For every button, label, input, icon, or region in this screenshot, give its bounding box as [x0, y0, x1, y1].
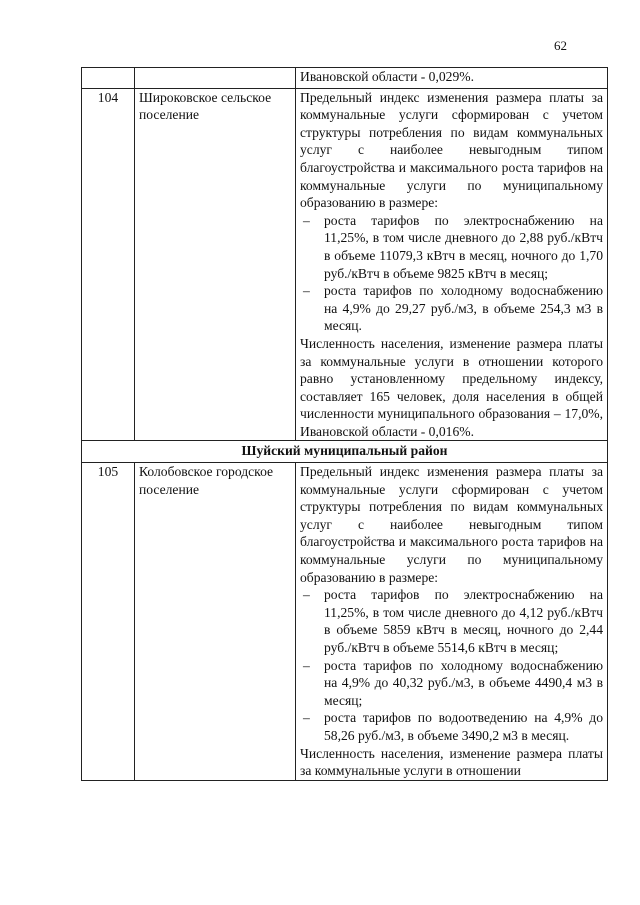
row-number: 104: [82, 88, 135, 441]
description-cell: [296, 88, 608, 441]
number-cell: [82, 68, 135, 89]
population-paragraph: Численность населения, изменение размера платы за коммунальные услуги в отношении: [300, 745, 603, 779]
row-number: 105: [82, 463, 135, 781]
municipality-name: Колобовское городское поселение: [135, 463, 296, 781]
list-item: – роста тарифов по холодному водоснабжению на 4,9% до 40,32 руб./м3, в объеме 4490,4 м3 в месяц;: [303, 657, 603, 708]
description-cell: [296, 463, 608, 781]
tariff-list: [300, 586, 603, 744]
section-title: Шуйский муниципальный район: [82, 441, 608, 463]
name-cell: [135, 68, 296, 89]
dash-marker: –: [303, 587, 310, 603]
list-item: – роста тарифов по электроснабжению на 11,25%, в том числе дневного до 4,12 руб./кВтч в объеме 5859 кВтч в месяц, ночного до 2,44 руб./кВтч в объеме 5514,6 кВтч в месяц;: [303, 587, 603, 655]
intro-paragraph: Предельный индекс изменения размера платы за коммунальные услуги сформирован с учетом структуры потребления по видам коммунальных услуг с наиболее невыгодным типом благоустройства и максимального роста тарифов на коммунальные услуги по муниципальному образованию в размере:: [300, 464, 603, 585]
tariff-table: [81, 67, 608, 781]
table-row: [82, 88, 608, 441]
dash-marker: –: [303, 710, 310, 726]
population-paragraph: Численность населения, изменение размера платы за коммунальные услуги в отношении которого равно установленному предельному индексу, составляет 165 человек, доля населения в общей численности муниципального образования – 17,0%, Ивановской области - 0,016%.: [300, 335, 603, 439]
list-item: – роста тарифов по водоотведению на 4,9% до 58,26 руб./м3, в объеме 3490,2 м3 в месяц.: [303, 710, 603, 743]
dash-marker: –: [303, 212, 310, 228]
description-cell: [296, 68, 608, 89]
tariff-list: [300, 212, 603, 335]
continuation-text: Ивановской области - 0,029%.: [300, 69, 474, 84]
list-item: – роста тарифов по холодному водоснабжению на 4,9% до 29,27 руб./м3, в объеме 254,3 м3 в месяц.: [303, 283, 603, 334]
section-header-row: [82, 441, 608, 463]
continuation-row: [82, 68, 608, 89]
dash-marker: –: [303, 657, 310, 673]
municipality-name: Широковское сельское поселение: [135, 88, 296, 441]
page-number: 62: [554, 38, 567, 53]
intro-paragraph: Предельный индекс изменения размера платы за коммунальные услуги сформирован с учетом структуры потребления по видам коммунальных услуг с наиболее невыгодным типом благоустройства и максимального роста тарифов на коммунальные услуги по муниципальному образованию в размере:: [300, 89, 603, 211]
dash-marker: –: [303, 283, 310, 299]
list-item: – роста тарифов по электроснабжению на 11,25%, в том числе дневного до 2,88 руб./кВтч в объеме 11079,3 кВтч в месяц, ночного до 1,70 руб./кВтч в объеме 9825 кВтч в месяц;: [303, 212, 603, 281]
table-row: [82, 463, 608, 781]
